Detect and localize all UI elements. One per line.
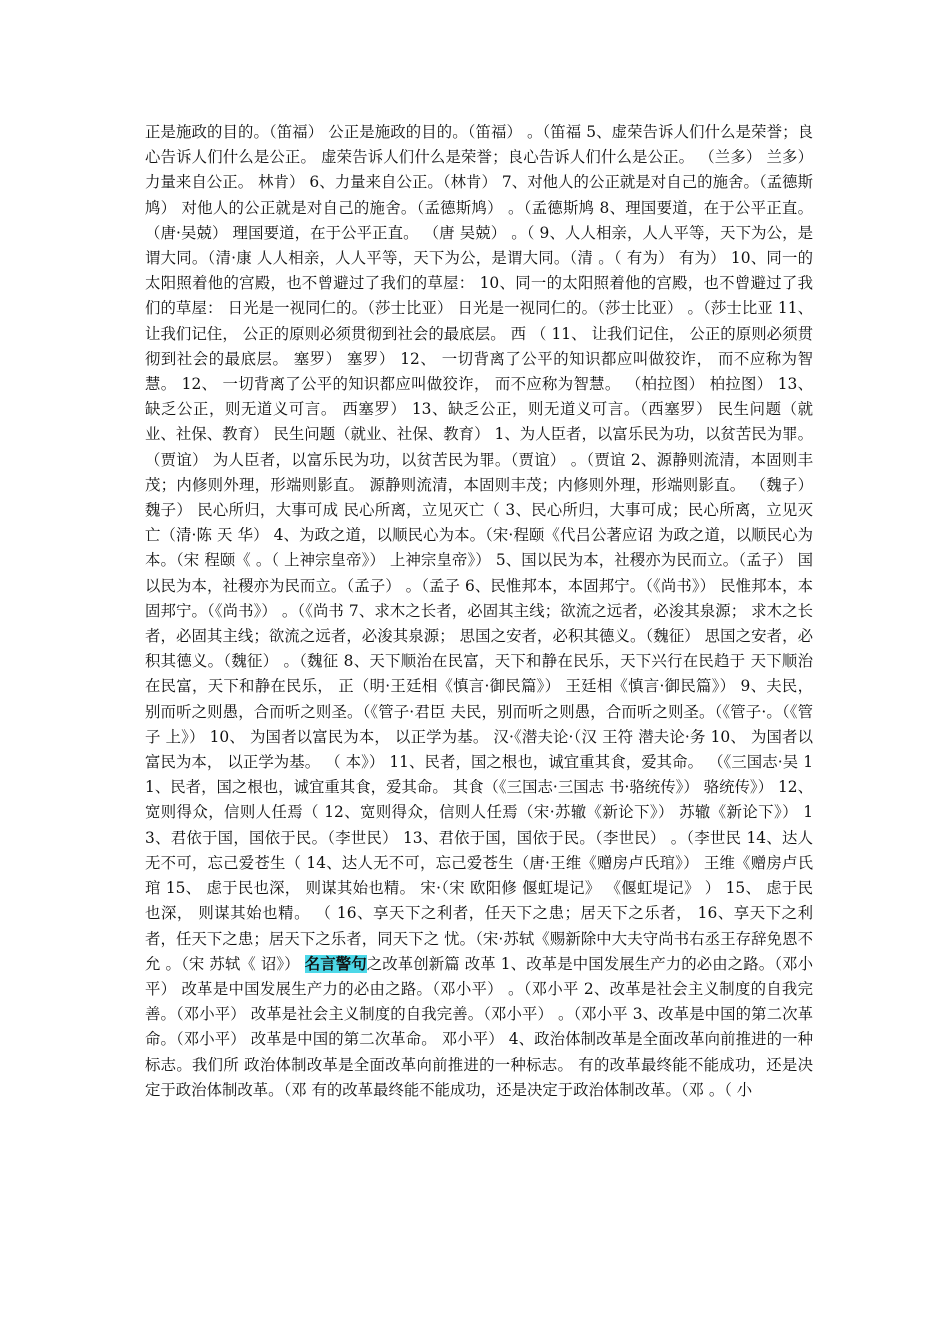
body-text-part-2: 之改革创新篇 改革 1、改革是中国发展生产力的必由之路。（邓小平） 改革是中国发展生产力的必由之路。（邓小平） 。（邓小平 2、改革是社会主义制度的自我完善。（邓小平） 改革是社会主义制度的自我完善。（邓小平） 。（邓小平 3、改革是中国的第二次革命。（邓小平） 改革是中国的第二次革命。 邓小平） 4、政治体制改革是全面改革向前推进的一种标志。我们所 政治体制改革是全面改革向前推进的一种标志。 有的改革最终能不能成功，还是决定于政治体制改革。（邓 有的改革最终能不能成功，还是决定于政治体制改革。（邓 。（ 小 [145,954,813,1099]
highlighted-keyword: 名言警句 [304,954,367,973]
document-body [145,120,813,1103]
body-text-part-1: 正是施政的目的。（笛福） 公正是施政的目的。（笛福） 。（笛福 5、虚荣告诉人们什么是荣誉；良心告诉人们什么是公正。 虚荣告诉人们什么是荣誉；良心告诉人们什么是公正。 （兰多） 兰多） 力量来自公正。 林肯） 6、力量来自公正。（林肯） 7、对他人的公正就是对自己的施舍。（孟德斯鸠） 对他人的公正就是对自己的施舍。（孟德斯鸠） 。（孟德斯鸠 8、理国要道，在于公平正直。（唐·吴兢） 理国要道，在于公平正直。 （唐 吴兢） 。（ 9、人人相亲，人人平等，天下为公，是谓大同。（清·康 人人相亲，人人平等，天下为公，是谓大同。（清 。（ 有为） 有为） 10、同一的太阳照着他的宫殿，也不曾避过了我们的草屋： 10、同一的太阳照着他的宫殿，也不曾避过了我们的草屋： 日光是一视同仁的。（莎士比亚） 日光是一视同仁的。（莎士比亚） 。（莎士比亚 11、 让我们记住， 公正的原则必须贯彻到社会的最底层。 西 （ 11、 让我们记住， 公正的原则必须贯彻到社会的最底层。 塞罗） 塞罗） 12、 一切背离了公平的知识都应叫做狡诈， 而不应称为智慧。 12、 一切背离了公平的知识都应叫做狡诈， 而不应称为智慧。 （柏拉图） 柏拉图） 13、缺乏公正，则无道义可言。 西塞罗） 13、缺乏公正，则无道义可言。（西塞罗） 民生问题（就业、社保、教育） 民生问题（就业、社保、教育） 1、为人臣者，以富乐民为功，以贫苦民为罪。（贾谊） 为人臣者，以富乐民为功，以贫苦民为罪。（贾谊） 。（贾谊 2、源静则流清，本固则丰茂；内修则外理，形端则影直。 源静则流清，本固则丰茂；内修则外理，形端则影直。 （魏子） 魏子） 民心所归，大事可成 民心所离，立见灭亡（ 3、民心所归，大事可成；民心所离，立见灭亡（清·陈 天 华） 4、为政之道，以顺民心为本。（宋·程颐《代吕公著应诏 为政之道，以顺民心为本。（宋 程颐《 。（ 上神宗皇帝》） 上神宗皇帝》） 5、国以民为本，社稷亦为民而立。（孟子） 国以民为本，社稷亦为民而立。（孟子） 。（孟子 6、民惟邦本，本固邦宁。（《尚书》） 民惟邦本，本固邦宁。（《尚书》） 。（《尚书 7、求木之长者，必固其主线；欲流之远者，必浚其泉源； 求木之长者，必固其主线；欲流之远者，必浚其泉源； 思国之安者，必积其德义。（魏征） 思国之安者，必积其德义。（魏征） 。（魏征 8、天下顺治在民富，天下和静在民乐，天下兴行在民趋于 天下顺治在民富，天下和静在民乐， 正（明·王廷相《慎言·御民篇》） 王廷相《慎言·御民篇》） 9、夫民，别而听之则愚，合而听之则圣。（《管子·君臣 夫民，别而听之则愚，合而听之则圣。（《管子·。（《管子 上》） 10、 为国者以富民为本， 以正学为基。 汉·《潜夫论·（汉 王符 潜夫论·务 10、 为国者以富民为本， 以正学为基。 （ 本》） 11、民者，国之根也，诚宜重其食，爱其命。 （《三国志·吴 11、民者，国之根也，诚宜重其食，爱其命。 其食（《三国志·三国志 书·骆统传》） 骆统传》） 12、宽则得众，信则人任焉（ 12、宽则得众，信则人任焉（宋·苏辙《新论下》） 苏辙《新论下》） 13、君依于国，国依于民。（李世民） 13、君依于国，国依于民。（李世民） 。（李世民 14、达人无不可，忘己爱苍生（ 14、达人无不可，忘己爱苍生（唐·王维《赠房卢氏琯》） 王维《赠房卢氏琯 15、 虑于民也深， 则谋其始也精。 宋·（宋 欧阳修 偃虹堤记》 《偃虹堤记》 ） 15、 虑于民也深， 则谋其始也精。 （ 16、享天下之利者，任天下之患；居天下之乐者， 16、享天下之利者，任天下之患；居天下之乐者，同天下之 忧。（宋·苏轼《赐新除中大夫守尚书右丞王存辞免恩不允 。（宋 苏轼《 诏》） [145,123,813,973]
